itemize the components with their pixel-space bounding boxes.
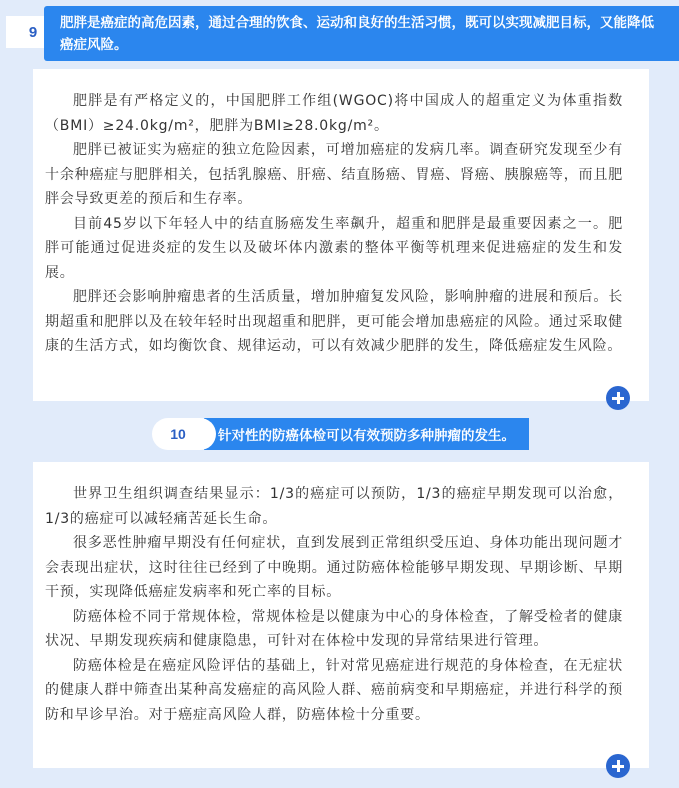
section-9-header bbox=[0, 6, 679, 61]
section-10-card bbox=[33, 462, 649, 768]
section-9-paragraph: 肥胖已被证实为癌症的独立危险因素，可增加癌症的发病几率。调查研究发现至少有十余种癌症与肥胖相关，包括乳腺癌、肝癌、结直肠癌、胃癌、肾癌、胰腺癌等，而且肥胖会导致更差的预后和生存率。 bbox=[45, 142, 623, 207]
section-10-paragraph: 防癌体检是在癌症风险评估的基础上，针对常见癌症进行规范的身体检查，在无症状的健康人群中筛查出某种高发癌症的高风险人群、癌前病变和早期癌症，并进行科学的预防和早诊早治。对于癌症高风险人群，防癌体检十分重要。 bbox=[45, 657, 623, 723]
section-9-paragraph: 目前45岁以下年轻人中的结直肠癌发生率飙升，超重和肥胖是最重要因素之一。肥胖可能通过促进炎症的发生以及破坏体内激素的整体平衡等机理来促进癌症的发生和发展。 bbox=[45, 215, 623, 281]
section-9-paragraph: 肥胖是有严格定义的，中国肥胖工作组(WGOC)将中国成人的超重定义为体重指数（BMI）≥24.0kg/m²，肥胖为BMI≥28.0kg/m²。 bbox=[45, 93, 623, 134]
section-10-title-bar bbox=[204, 418, 529, 450]
section-10-paragraph: 世界卫生组织调查结果显示：1/3的癌症可以预防，1/3的癌症早期发现可以治愈，1/3的癌症可以减轻痛苦延长生命。 bbox=[45, 486, 623, 527]
section-10-paragraph: 防癌体检不同于常规体检，常规体检是以健康为中心的身体检查，了解受检者的健康状况、早期发现疾病和健康隐患，可针对在体检中发现的异常结果进行管理。 bbox=[45, 608, 623, 649]
section-9-paragraph: 肥胖还会影响肿瘤患者的生活质量，增加肿瘤复发风险，影响肿瘤的进展和预后。长期超重和肥胖以及在较年轻时出现超重和肥胖，更可能会增加患癌症的风险。通过采取健康的生活方式，如均衡饮食、规律运动，可以有效减少肥胖的发生，降低癌症发生风险。 bbox=[45, 289, 623, 354]
plus-circle-icon[interactable] bbox=[606, 386, 630, 410]
section-9-title-bar bbox=[44, 6, 679, 61]
section-10-number: 10 bbox=[170, 426, 186, 442]
section-9-number: 9 bbox=[28, 23, 38, 41]
section-10-paragraph: 很多恶性肿瘤早期没有任何症状，直到发展到正常组织受压迫、身体功能出现问题才会表现出症状，这时往往已经到了中晚期。通过防癌体检能够早期发现、早期诊断、早期干预，实现降低癌症发病率和死亡率的目标。 bbox=[45, 535, 623, 600]
section-9-title: 肥胖是癌症的高危因素，通过合理的饮食、运动和良好的生活习惯，既可以实现减肥目标，又能降低癌症风险。 bbox=[60, 15, 654, 53]
plus-circle-icon[interactable] bbox=[606, 754, 630, 778]
section-9-card bbox=[33, 69, 649, 401]
section-10-number-pill bbox=[152, 418, 216, 450]
section-10-title: 针对性的防癌体检可以有效预防多种肿瘤的发生。 bbox=[218, 428, 515, 444]
